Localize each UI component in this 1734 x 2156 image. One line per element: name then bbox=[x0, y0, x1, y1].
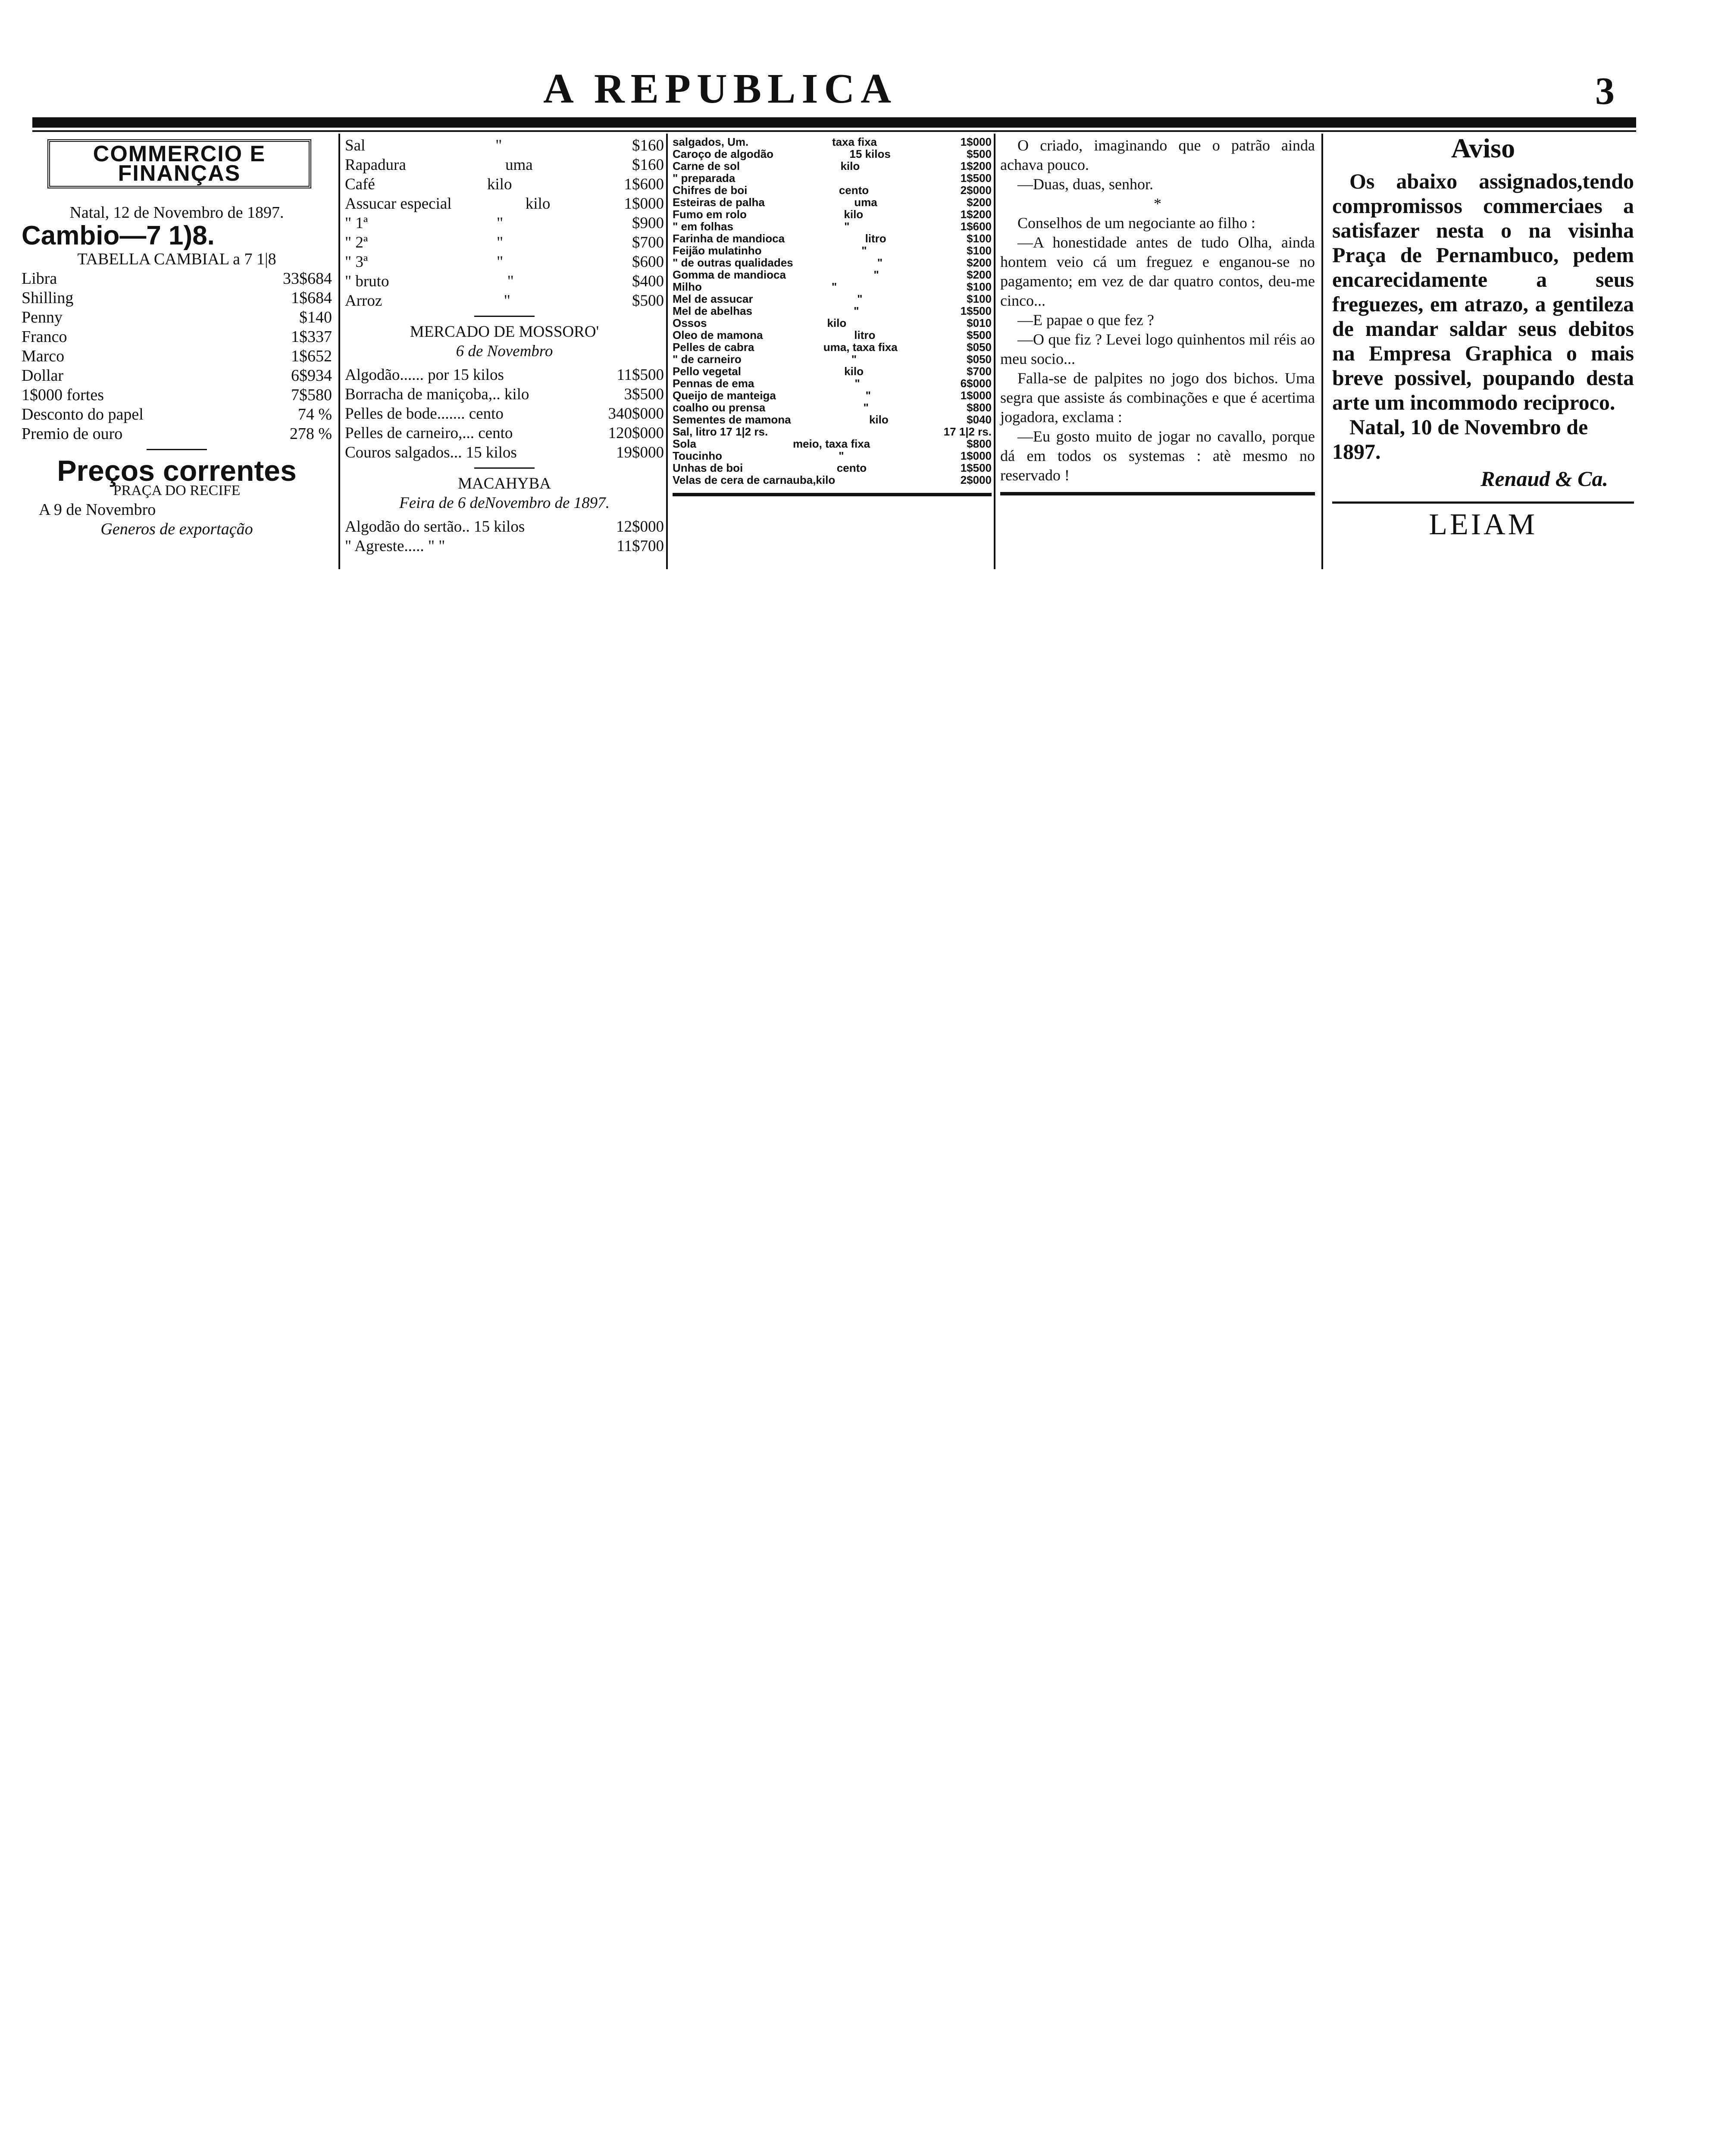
price-name: Mel de assucar bbox=[673, 292, 753, 305]
commercio-column bbox=[22, 136, 332, 539]
leiam-heading: LEIAM bbox=[1429, 508, 1537, 541]
price-value: 74 % bbox=[297, 405, 332, 423]
price-row bbox=[673, 317, 992, 329]
price-price: 120$000 bbox=[608, 424, 664, 442]
price-row bbox=[345, 423, 664, 443]
price-row bbox=[673, 462, 992, 474]
price-unit: " bbox=[863, 401, 869, 414]
aviso-dateline: Natal, 10 de Novembro de 1897. bbox=[1332, 415, 1588, 464]
price-row bbox=[673, 329, 992, 341]
price-name: Sal bbox=[345, 137, 366, 154]
price-name: Pelles de bode....... cento bbox=[345, 405, 504, 423]
dateline: Natal, 12 de Novembro de 1897. bbox=[69, 204, 284, 222]
price-name: " 1ª bbox=[345, 214, 368, 232]
price-label: Marco bbox=[22, 347, 65, 365]
price-unit: kilo bbox=[487, 175, 512, 193]
price-price: 1$000 bbox=[960, 389, 992, 402]
price-name: " bruto bbox=[345, 273, 389, 290]
price-name: Milho bbox=[673, 280, 702, 293]
price-label: Shilling bbox=[22, 289, 74, 307]
a-data: A 9 de Novembro bbox=[39, 501, 156, 519]
price-unit: litro bbox=[865, 232, 886, 245]
price-name: Arroz bbox=[345, 292, 382, 310]
price-row bbox=[22, 347, 332, 366]
price-label: Desconto do papel bbox=[22, 405, 144, 423]
price-row bbox=[345, 291, 664, 310]
price-row bbox=[345, 272, 664, 291]
price-price: $500 bbox=[967, 147, 992, 160]
price-price: $040 bbox=[967, 413, 992, 426]
price-unit: litro bbox=[854, 329, 876, 342]
price-name: Fumo em rolo bbox=[673, 208, 747, 221]
price-unit: 15 kilos bbox=[849, 147, 891, 160]
price-row bbox=[22, 327, 332, 347]
price-row bbox=[345, 175, 664, 194]
price-unit: " bbox=[496, 253, 504, 271]
price-row bbox=[673, 232, 992, 244]
price-unit: kilo bbox=[869, 413, 889, 426]
price-name: Pelles de carneiro,... cento bbox=[345, 424, 513, 442]
price-row bbox=[345, 536, 664, 556]
aviso-column bbox=[1332, 133, 1634, 541]
price-price: $900 bbox=[632, 214, 664, 232]
anecdotes-column bbox=[1000, 136, 1315, 502]
price-name: Pello vegetal bbox=[673, 365, 741, 378]
price-unit: " bbox=[831, 280, 837, 293]
mossoro-list bbox=[345, 365, 664, 462]
price-label: Franco bbox=[22, 328, 67, 346]
price-unit: " bbox=[844, 220, 850, 233]
price-row bbox=[673, 474, 992, 486]
price-price: $100 bbox=[967, 292, 992, 305]
divider bbox=[1332, 501, 1634, 504]
price-price: 2$000 bbox=[960, 184, 992, 197]
price-row bbox=[345, 385, 664, 404]
price-name: " de carneiro bbox=[673, 353, 742, 366]
macahyba-title: MACAHYBA bbox=[458, 475, 551, 492]
price-name: Farinha de mandioca bbox=[673, 232, 785, 245]
price-name: " 2ª bbox=[345, 234, 368, 251]
price-price: $160 bbox=[632, 137, 664, 154]
price-name: Feijão mulatinho bbox=[673, 244, 762, 257]
price-list bbox=[345, 136, 664, 310]
price-price: $010 bbox=[967, 317, 992, 329]
price-price: 1$000 bbox=[624, 195, 664, 213]
price-name: Borracha de maniçoba,.. kilo bbox=[345, 385, 529, 403]
aviso-signature: Renaud & Ca. bbox=[1480, 467, 1608, 491]
price-price: 17 1|2 rs. bbox=[943, 425, 992, 438]
price-name: Queijo de manteiga bbox=[673, 389, 776, 402]
anecdote-paragraph: —Eu gosto muito de jogar no cavallo, porque dá em todos os systemas : atè mesmo no reservado ! bbox=[1000, 428, 1315, 484]
price-name: Couros salgados... 15 kilos bbox=[345, 444, 517, 461]
divider bbox=[147, 449, 207, 450]
price-price: 1$200 bbox=[960, 208, 992, 221]
price-row bbox=[673, 389, 992, 401]
price-value: 6$934 bbox=[291, 367, 332, 385]
price-unit: uma, taxa fixa bbox=[823, 341, 898, 354]
price-row bbox=[673, 281, 992, 293]
price-unit: " bbox=[839, 449, 844, 462]
price-name: Pelles de cabra bbox=[673, 341, 754, 354]
price-value: $140 bbox=[299, 308, 332, 326]
column-divider bbox=[1321, 134, 1323, 569]
price-name: coalho ou prensa bbox=[673, 401, 766, 414]
price-name: " 3ª bbox=[345, 253, 368, 271]
price-price: $200 bbox=[967, 268, 992, 281]
price-row bbox=[673, 160, 992, 172]
price-price: $200 bbox=[967, 256, 992, 269]
price-price: $200 bbox=[967, 196, 992, 209]
masthead-title: A REPUBLICA bbox=[543, 66, 898, 112]
anecdote-paragraph: —O que fiz ? Levei logo quinhentos mil réis ao meu socio... bbox=[1000, 331, 1315, 367]
price-row bbox=[673, 341, 992, 353]
anecdotes bbox=[1000, 136, 1315, 485]
tabella-title: TABELLA CAMBIAL a 7 1|8 bbox=[77, 250, 276, 268]
price-unit: " bbox=[851, 353, 857, 366]
price-row bbox=[673, 305, 992, 317]
price-price: 340$000 bbox=[608, 405, 664, 423]
price-row bbox=[673, 172, 992, 184]
price-label: Penny bbox=[22, 308, 63, 326]
price-name: Rapadura bbox=[345, 156, 406, 174]
price-price: 1$600 bbox=[960, 220, 992, 233]
price-unit: taxa fixa bbox=[832, 135, 877, 148]
price-row bbox=[345, 213, 664, 233]
price-price: 1$600 bbox=[624, 175, 664, 193]
price-row bbox=[345, 443, 664, 462]
price-name: Caroço de algodão bbox=[673, 147, 774, 160]
price-row bbox=[673, 401, 992, 414]
price-unit: " bbox=[495, 137, 502, 154]
price-price: 19$000 bbox=[616, 444, 664, 461]
price-unit: " bbox=[507, 273, 514, 290]
price-unit: kilo bbox=[525, 195, 551, 213]
anecdote-paragraph: —E papae o que fez ? bbox=[1017, 311, 1154, 329]
price-price: $500 bbox=[632, 292, 664, 310]
price-price: $100 bbox=[967, 280, 992, 293]
price-name: Toucinho bbox=[673, 449, 723, 462]
price-row bbox=[345, 194, 664, 213]
price-label: Dollar bbox=[22, 367, 64, 385]
price-name: Café bbox=[345, 175, 375, 193]
price-name: " em folhas bbox=[673, 220, 733, 233]
praca: PRAÇA DO RECIFE bbox=[113, 483, 241, 498]
price-price: $100 bbox=[967, 244, 992, 257]
price-row bbox=[345, 155, 664, 175]
price-unit: " bbox=[877, 256, 883, 269]
price-row bbox=[673, 244, 992, 257]
price-row bbox=[673, 450, 992, 462]
anecdote-paragraph: Conselhos de um negociante ao filho : bbox=[1017, 214, 1255, 232]
price-label: Premio de ouro bbox=[22, 425, 123, 443]
price-name: Unhas de boi bbox=[673, 461, 743, 474]
price-row bbox=[673, 269, 992, 281]
price-row bbox=[22, 288, 332, 308]
price-unit: meio, taxa fixa bbox=[792, 437, 870, 450]
price-value: 1$652 bbox=[291, 347, 332, 365]
price-value: 1$337 bbox=[291, 328, 332, 346]
precos-title: Preços correntes bbox=[57, 454, 297, 487]
mossoro-title: MERCADO DE MOSSORO' bbox=[410, 323, 599, 341]
export-price-list bbox=[673, 136, 992, 486]
price-price: $700 bbox=[632, 234, 664, 251]
price-unit: uma bbox=[505, 156, 533, 174]
price-price: $100 bbox=[967, 232, 992, 245]
price-row bbox=[22, 424, 332, 444]
price-row bbox=[673, 426, 992, 438]
price-price: 1$500 bbox=[960, 304, 992, 317]
price-row bbox=[345, 404, 664, 423]
price-row bbox=[673, 136, 992, 148]
price-row bbox=[673, 293, 992, 305]
anecdote-paragraph: Falla-se de palpites no jogo dos bichos. Uma segra que assiste ás combinações e que é acertima jogadora, exclama : bbox=[1000, 370, 1315, 426]
price-price: 1$000 bbox=[960, 449, 992, 462]
price-price: 3$500 bbox=[624, 385, 664, 403]
price-label: Libra bbox=[22, 270, 57, 288]
price-price: 2$000 bbox=[960, 473, 992, 486]
price-price: 1$500 bbox=[960, 461, 992, 474]
mossoro-date: 6 de Novembro bbox=[456, 342, 553, 360]
cambio: Cambio—7 1)8. bbox=[22, 221, 215, 251]
price-unit: kilo bbox=[844, 365, 864, 378]
price-unit: uma bbox=[854, 196, 877, 209]
price-unit: " bbox=[865, 389, 871, 402]
price-unit: kilo bbox=[844, 208, 864, 221]
price-row bbox=[673, 438, 992, 450]
price-row bbox=[673, 220, 992, 232]
column-divider bbox=[338, 134, 340, 569]
anecdote-paragraph: —A honestidade antes de tudo Olha, ainda hontem veio cá um freguez e enganou-se no pagamento; em vez de dar quatro contos, deu-me cinco... bbox=[1000, 234, 1315, 309]
price-row bbox=[345, 233, 664, 252]
price-price: $500 bbox=[967, 329, 992, 342]
column-end-rule bbox=[1000, 492, 1315, 495]
price-price: $800 bbox=[967, 401, 992, 414]
price-row bbox=[673, 184, 992, 196]
header-rule bbox=[32, 117, 1636, 128]
prices-column bbox=[345, 136, 664, 556]
price-row bbox=[673, 377, 992, 389]
price-unit: cento bbox=[839, 184, 869, 197]
page-number: 3 bbox=[1595, 70, 1615, 113]
price-price: $700 bbox=[967, 365, 992, 378]
price-price: 12$000 bbox=[616, 518, 664, 536]
price-price: $400 bbox=[632, 273, 664, 290]
price-price: $050 bbox=[967, 341, 992, 354]
price-row bbox=[345, 517, 664, 536]
price-row bbox=[22, 405, 332, 424]
price-name: Chifres de boi bbox=[673, 184, 748, 197]
price-price: 1$500 bbox=[960, 172, 992, 185]
price-price: 1$200 bbox=[960, 160, 992, 172]
price-price: 11$500 bbox=[617, 366, 664, 384]
price-price: 1$000 bbox=[960, 135, 992, 148]
price-unit: cento bbox=[836, 461, 867, 474]
price-row bbox=[673, 257, 992, 269]
column-divider bbox=[666, 134, 668, 569]
price-row bbox=[345, 365, 664, 385]
price-name: Sal, litro 17 1|2 rs. bbox=[673, 425, 768, 438]
price-name: Pennas de ema bbox=[673, 377, 754, 390]
price-name: Oleo de mamona bbox=[673, 329, 763, 342]
price-name: Sola bbox=[673, 437, 696, 450]
price-name: Esteiras de palha bbox=[673, 196, 765, 209]
price-price: $600 bbox=[632, 253, 664, 271]
price-unit: kilo bbox=[827, 317, 847, 329]
price-name: Mel de abelhas bbox=[673, 304, 752, 317]
price-unit: " bbox=[496, 234, 504, 251]
price-row bbox=[673, 148, 992, 160]
price-price: 6$000 bbox=[960, 377, 992, 390]
price-price: 11$700 bbox=[617, 537, 664, 555]
price-value: 33$684 bbox=[283, 270, 332, 288]
price-row bbox=[22, 308, 332, 327]
price-row bbox=[22, 269, 332, 288]
price-row bbox=[22, 385, 332, 405]
price-label: 1$000 fortes bbox=[22, 386, 104, 404]
macahyba-date: Feira de 6 deNovembro de 1897. bbox=[399, 494, 610, 512]
price-value: 278 % bbox=[289, 425, 332, 443]
price-unit: kilo bbox=[840, 160, 860, 172]
price-name: Gomma de mandioca bbox=[673, 268, 786, 281]
divider bbox=[474, 467, 535, 469]
price-row bbox=[345, 136, 664, 155]
price-unit: " bbox=[854, 304, 859, 317]
exchange-rates bbox=[22, 269, 332, 444]
header-rule-thin bbox=[32, 130, 1636, 132]
price-row bbox=[22, 366, 332, 385]
price-row bbox=[345, 252, 664, 272]
price-name: Ossos bbox=[673, 317, 707, 329]
price-price: $050 bbox=[967, 353, 992, 366]
price-name: Carne de sol bbox=[673, 160, 740, 172]
price-name: Assucar especial bbox=[345, 195, 452, 213]
price-unit: " bbox=[504, 292, 510, 310]
anecdote-paragraph: —Duas, duas, senhor. bbox=[1017, 175, 1153, 193]
price-unit: " bbox=[857, 292, 863, 305]
price-name: Velas de cera de carnauba,kilo bbox=[673, 473, 836, 486]
macahyba-list bbox=[345, 517, 664, 556]
price-row bbox=[673, 196, 992, 208]
divider bbox=[474, 316, 535, 317]
aviso-title: Aviso bbox=[1451, 133, 1515, 163]
price-value: 1$684 bbox=[291, 289, 332, 307]
price-row bbox=[673, 365, 992, 377]
price-name: Algodão do sertão.. 15 kilos bbox=[345, 518, 525, 536]
price-unit: " bbox=[873, 268, 879, 281]
price-unit: " bbox=[496, 214, 504, 232]
column-divider bbox=[994, 134, 995, 569]
price-name: " preparada bbox=[673, 172, 736, 185]
price-row bbox=[673, 208, 992, 220]
commercio-heading: COMMERCIO E FINANÇAS bbox=[47, 139, 311, 188]
price-price: $160 bbox=[632, 156, 664, 174]
anecdote-paragraph: * bbox=[1154, 195, 1161, 212]
export-prices-column bbox=[673, 136, 992, 503]
price-price: $800 bbox=[967, 437, 992, 450]
anecdote-paragraph: O criado, imaginando que o patrão ainda achava pouco. bbox=[1000, 137, 1315, 173]
price-unit: " bbox=[861, 244, 867, 257]
price-row bbox=[673, 353, 992, 365]
price-name: salgados, Um. bbox=[673, 135, 749, 148]
aviso-body: Os abaixo assignados,tendo compromissos commerciaes a satisfazer nesta o na visinha Praça de Pernambuco, pedem encarecidamente a seus freguezes, em atrazo, a gentileza de mandar saldar seus debitos na Empresa Graphica o mais breve possivel, poupando desta arte um incommodo reciproco. bbox=[1332, 169, 1634, 414]
price-name: " de outras qualidades bbox=[673, 256, 793, 269]
price-unit: " bbox=[854, 377, 860, 390]
price-name: " Agreste..... " " bbox=[345, 537, 445, 555]
price-name: Algodão...... por 15 kilos bbox=[345, 366, 504, 384]
price-row bbox=[673, 414, 992, 426]
price-name: Sementes de mamona bbox=[673, 413, 791, 426]
price-value: 7$580 bbox=[291, 386, 332, 404]
column-end-rule bbox=[673, 493, 992, 496]
generos: Generos de exportação bbox=[100, 520, 253, 538]
